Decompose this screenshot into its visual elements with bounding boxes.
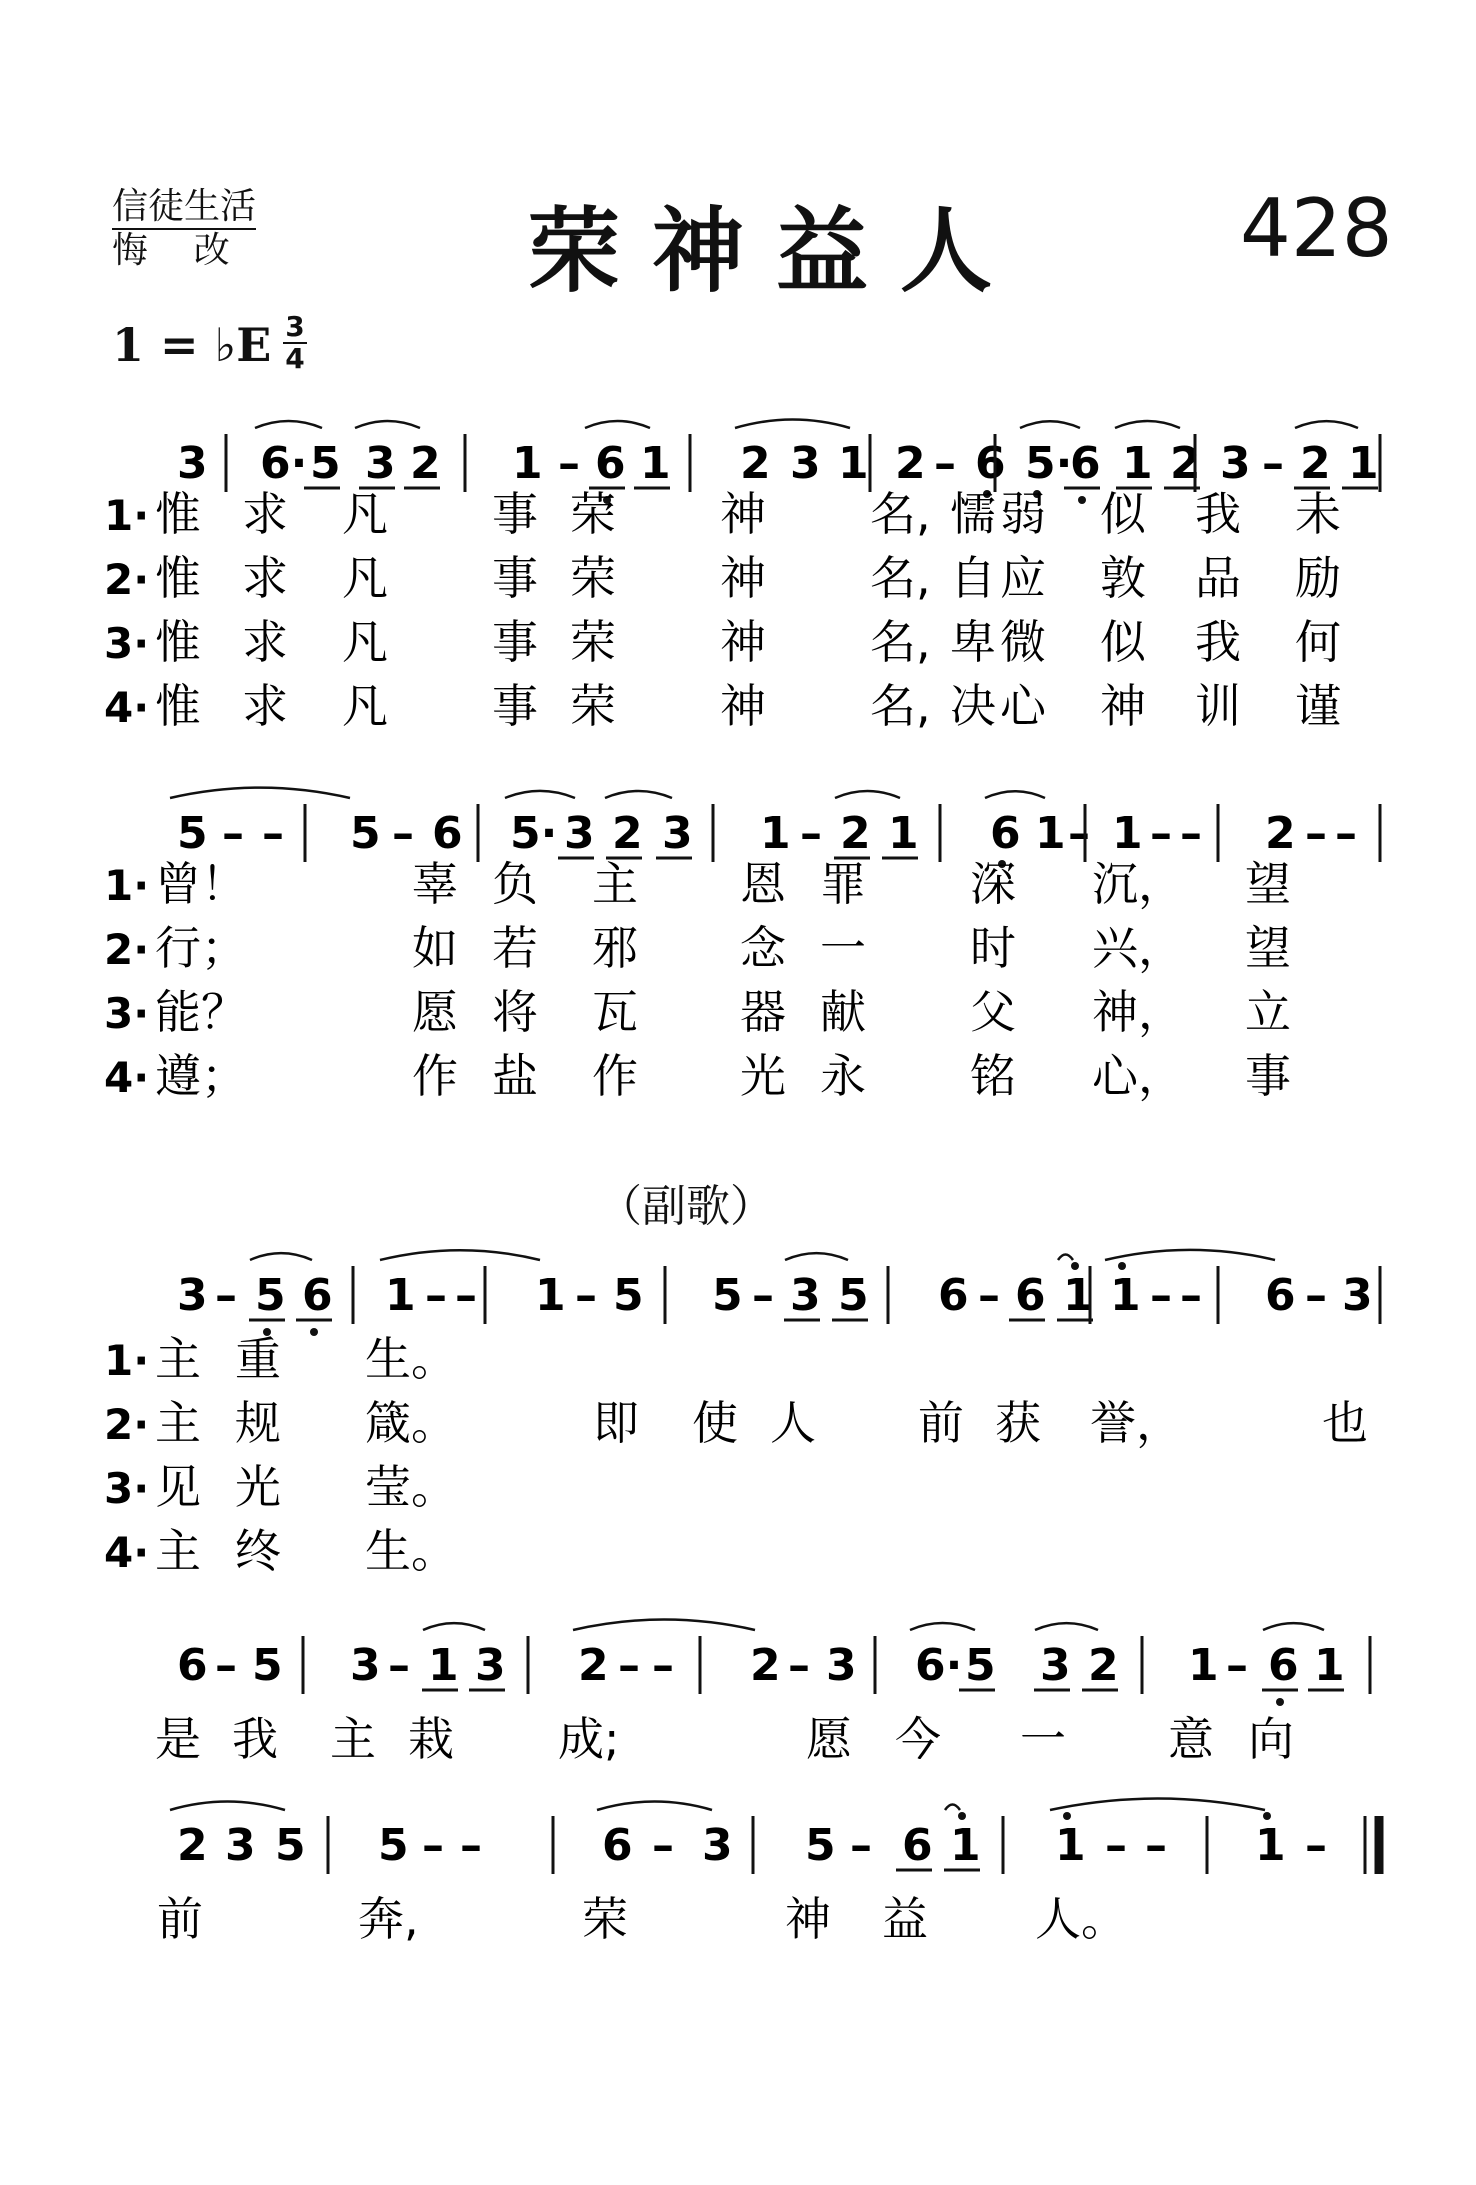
lyric-char: 望 <box>1245 857 1291 911</box>
song-title: 荣神益人 <box>528 198 1025 305</box>
slur <box>170 788 350 798</box>
lyric-char: 神 <box>720 679 766 733</box>
lyric-char: 使 <box>692 1396 738 1450</box>
chorus-label: （副歌） <box>598 1181 774 1232</box>
note-3-18: 1 <box>1063 1270 1094 1321</box>
lyric-char: 神， <box>1092 985 1184 1039</box>
lyric-char: 作 <box>592 1049 638 1103</box>
verse-number: 1· <box>104 1336 150 1385</box>
octave-dot-above <box>1118 1262 1126 1270</box>
verse-number: 1· <box>104 491 150 540</box>
slur <box>735 420 850 428</box>
note-1-13: 2 <box>895 438 926 489</box>
lyric-char: 重 <box>235 1332 281 1386</box>
lyric-char: 光 <box>740 1049 786 1103</box>
slur <box>1020 421 1080 428</box>
key-signature: 1 = ♭E <box>112 318 272 372</box>
lyric-char: 誉， <box>1090 1396 1182 1450</box>
note-1-10: 2 <box>740 438 771 489</box>
note-2-23: – <box>1335 808 1357 859</box>
lyric-char: 求 <box>242 679 288 733</box>
lyric-char: 心， <box>1092 1049 1184 1103</box>
note-1-17: 6 <box>1070 438 1101 489</box>
note-5-16: – <box>1145 1820 1167 1871</box>
lyric-char: 如 <box>412 921 458 975</box>
lyric-char: 辜 <box>412 857 458 911</box>
note-5-5: – <box>422 1820 444 1871</box>
note-1-6: 1 <box>512 438 543 489</box>
note-3-3: 5 <box>255 1270 286 1321</box>
note-3-20: – <box>1150 1270 1172 1321</box>
lyric-char: 求 <box>242 487 288 541</box>
note-5-15: – <box>1105 1820 1127 1871</box>
note-1-12: 1 <box>838 438 869 489</box>
lyric-char: 父 <box>970 985 1016 1039</box>
lyric-char: 心 <box>1000 679 1046 733</box>
slur <box>255 421 322 428</box>
lyric-char: 将 <box>492 985 538 1039</box>
note-5-8: – <box>652 1820 674 1871</box>
note-5-4: 5 <box>378 1820 409 1871</box>
note-2-21: 2 <box>1265 808 1296 859</box>
note-5-12: 6 <box>902 1820 933 1871</box>
slur <box>1263 1623 1324 1630</box>
note-5-18: – <box>1305 1820 1327 1871</box>
lyric-char: 我 <box>1195 615 1241 669</box>
lyric-char: 益 <box>882 1892 928 1946</box>
lyric-char: 主 <box>592 857 638 911</box>
note-3-4: 6 <box>302 1270 333 1321</box>
lyric-char: 行； <box>155 921 247 975</box>
note-3-11: 5 <box>712 1270 743 1321</box>
verse-number: 4· <box>104 1053 150 1102</box>
lyric-char: 凡 <box>342 615 388 669</box>
note-4-16: 3 <box>1040 1640 1071 1691</box>
note-2-16: 1 <box>1035 808 1066 859</box>
lyric-char: 品 <box>1195 551 1241 605</box>
note-1-23: 1 <box>1348 438 1379 489</box>
lyric-char: 应 <box>1000 551 1046 605</box>
lyric-char: 何 <box>1295 615 1341 669</box>
lyric-char: 名, <box>870 551 931 605</box>
lyric-char: 意 <box>1168 1712 1214 1766</box>
note-1-1: 3 <box>177 438 208 489</box>
note-2-8: 3 <box>564 808 595 859</box>
note-2-20: – <box>1180 808 1202 859</box>
note-2-4: 5 <box>350 808 381 859</box>
verse-number: 3· <box>104 989 150 1038</box>
octave-dot-below <box>1276 1698 1284 1706</box>
lyric-char: 荣 <box>570 487 616 541</box>
lyric-char: 念 <box>740 921 786 975</box>
note-4-17: 2 <box>1088 1640 1119 1691</box>
note-1-18: 1 <box>1122 438 1153 489</box>
note-3-24: 3 <box>1342 1270 1373 1321</box>
lyric-char: 望 <box>1245 921 1291 975</box>
credit-subtext: 悔 改 <box>112 230 230 271</box>
lyric-char: 惟 <box>155 551 201 605</box>
lyric-char: 即 <box>593 1396 639 1450</box>
lyric-char: 立 <box>1245 985 1291 1039</box>
verse-number: 4· <box>104 1528 150 1577</box>
note-2-11: 1 <box>760 808 791 859</box>
note-1-22: 2 <box>1300 438 1331 489</box>
time-signature-bottom: 4 <box>285 342 305 375</box>
note-5-1: 2 <box>177 1820 208 1871</box>
lyric-char: 神 <box>720 615 766 669</box>
note-5-13: 1 <box>950 1820 981 1871</box>
lyric-char: 神 <box>720 487 766 541</box>
lyric-char: 荣 <box>570 615 616 669</box>
note-4-11: 2 <box>750 1640 781 1691</box>
lyric-char: 事 <box>492 551 538 605</box>
slur <box>597 1802 712 1810</box>
note-2-17: – <box>1068 808 1090 859</box>
slur <box>505 791 575 798</box>
octave-dot-above <box>1063 1812 1071 1820</box>
octave-dot-below <box>1078 496 1086 504</box>
lyric-char: 负 <box>492 857 538 911</box>
lyric-char: 微 <box>1000 615 1046 669</box>
slur <box>380 1250 540 1260</box>
note-2-2: – <box>222 808 244 859</box>
lyric-char: 成; <box>558 1712 620 1766</box>
lyric-char: 瓦 <box>592 985 638 1039</box>
note-3-8: 1 <box>535 1270 566 1321</box>
lyric-char: 求 <box>242 615 288 669</box>
note-3-1: 3 <box>177 1270 208 1321</box>
note-2-1: 5 <box>177 808 208 859</box>
lyric-char: 向 <box>1248 1712 1294 1766</box>
note-4-8: 2 <box>578 1640 609 1691</box>
lyric-char: 事 <box>492 679 538 733</box>
note-3-21: – <box>1180 1270 1202 1321</box>
lyric-char: 荣 <box>570 679 616 733</box>
lyric-char: 卑 <box>950 615 996 669</box>
lyric-char: 遵； <box>155 1049 247 1103</box>
lyric-char: 名, <box>870 679 931 733</box>
lyric-char: 器 <box>740 985 786 1039</box>
lyric-char: 懦 <box>950 487 996 541</box>
note-3-10: 5 <box>613 1270 644 1321</box>
note-2-3: – <box>262 808 284 859</box>
lyric-char: 主 <box>155 1524 201 1578</box>
lyric-char: 凡 <box>342 551 388 605</box>
slur <box>1105 1250 1275 1260</box>
note-4-4: 3 <box>350 1640 381 1691</box>
note-4-5: – <box>388 1640 410 1691</box>
lyric-char: 深 <box>970 857 1016 911</box>
lyric-char: 一 <box>820 921 866 975</box>
lyric-char: 求 <box>242 551 288 605</box>
note-2-13: 2 <box>840 808 871 859</box>
lyric-char: 时 <box>970 921 1016 975</box>
note-4-15: 5 <box>965 1640 996 1691</box>
credit-text: 信徒生活 <box>112 186 256 230</box>
note-3-13: 3 <box>790 1270 821 1321</box>
verse-number: 1· <box>104 861 150 910</box>
slur <box>1295 421 1358 428</box>
lyric-char: 前 <box>918 1396 964 1450</box>
note-4-20: 6 <box>1268 1640 1299 1691</box>
lyric-char: 惟 <box>155 487 201 541</box>
lyric-char: 箴。 <box>365 1396 457 1450</box>
octave-dot-above <box>1263 1812 1271 1820</box>
lyric-char: 决 <box>950 679 996 733</box>
lyric-char: 励 <box>1295 551 1341 605</box>
note-3-16: – <box>978 1270 1000 1321</box>
lyric-char: 献 <box>820 985 866 1039</box>
lyric-char: 邪 <box>592 921 638 975</box>
note-3-23: – <box>1305 1270 1327 1321</box>
note-3-14: 5 <box>838 1270 869 1321</box>
note-3-6: – <box>425 1270 447 1321</box>
note-1-4: 3 <box>365 438 396 489</box>
note-1-16: 5· <box>1025 438 1073 489</box>
note-2-9: 2 <box>612 808 643 859</box>
slur <box>170 1802 285 1810</box>
note-3-12: – <box>752 1270 774 1321</box>
note-4-3: 5 <box>252 1640 283 1691</box>
verse-number: 3· <box>104 1464 150 1513</box>
lyric-char: 生。 <box>365 1332 457 1386</box>
slur <box>573 1620 755 1630</box>
lyric-char: 凡 <box>342 487 388 541</box>
lyric-char: 曾！ <box>155 857 247 911</box>
lyric-char: 罪 <box>820 857 866 911</box>
lyric-char: 凡 <box>342 679 388 733</box>
note-3-5: 1 <box>385 1270 416 1321</box>
lyric-char: 主 <box>155 1396 201 1450</box>
lyric-char: 永 <box>820 1049 866 1103</box>
lyric-char: 也 <box>1322 1396 1368 1450</box>
lyric-char: 我 <box>232 1712 278 1766</box>
note-4-12: – <box>788 1640 810 1691</box>
note-2-6: 6 <box>432 808 463 859</box>
lyric-char: 作 <box>412 1049 458 1103</box>
slur <box>355 421 420 428</box>
slur <box>985 791 1045 798</box>
slur <box>1035 1623 1098 1630</box>
lyric-char: 兴， <box>1092 921 1184 975</box>
note-1-5: 2 <box>410 438 441 489</box>
note-4-9: – <box>618 1640 640 1691</box>
note-2-10: 3 <box>662 808 693 859</box>
lyric-char: 神 <box>720 551 766 605</box>
lyric-char: 自 <box>950 551 996 605</box>
lyric-char: 光 <box>235 1460 281 1514</box>
slur <box>785 1253 848 1260</box>
slur <box>423 1623 485 1630</box>
note-2-19: – <box>1150 808 1172 859</box>
note-1-14: – <box>934 438 956 489</box>
lyric-char: 事 <box>492 487 538 541</box>
note-1-3: 5 <box>310 438 341 489</box>
slur <box>910 1623 975 1630</box>
note-3-15: 6 <box>938 1270 969 1321</box>
note-2-14: 1 <box>888 808 919 859</box>
lyric-char: 终 <box>235 1524 281 1578</box>
octave-dot-above <box>1071 1262 1079 1270</box>
note-4-1: 6 <box>177 1640 208 1691</box>
lyric-char: 见 <box>155 1460 201 1514</box>
verse-number: 2· <box>104 555 150 604</box>
lyric-char: 恩 <box>740 857 786 911</box>
note-1-19: 2 <box>1170 438 1201 489</box>
note-1-7: – <box>558 438 580 489</box>
lyric-char: 莹。 <box>365 1460 457 1514</box>
song-number: 428 <box>1240 182 1393 275</box>
slur <box>1115 421 1180 428</box>
lyric-char: 奔, <box>358 1892 419 1946</box>
note-4-2: – <box>215 1640 237 1691</box>
slur <box>1058 1255 1073 1260</box>
lyric-char: 前 <box>157 1892 203 1946</box>
note-4-13: 3 <box>826 1640 857 1691</box>
verse-number: 4· <box>104 683 150 732</box>
note-4-21: 1 <box>1314 1640 1345 1691</box>
lyric-char: 主 <box>155 1332 201 1386</box>
lyric-char: 谨 <box>1295 679 1341 733</box>
lyric-char: 神 <box>1100 679 1146 733</box>
lyric-char: 栽 <box>408 1712 454 1766</box>
lyric-char: 主 <box>330 1712 376 1766</box>
note-2-18: 1 <box>1112 808 1143 859</box>
verse-number: 2· <box>104 1400 150 1449</box>
lyric-char: 规 <box>235 1396 281 1450</box>
lyric-char: 我 <box>1195 487 1241 541</box>
lyric-char: 若 <box>492 921 538 975</box>
note-5-2: 3 <box>225 1820 256 1871</box>
slur <box>585 421 650 428</box>
lyric-char: 弱 <box>1000 487 1046 541</box>
note-2-7: 5· <box>510 808 558 859</box>
note-3-9: – <box>575 1270 597 1321</box>
note-4-7: 3 <box>475 1640 506 1691</box>
lyric-char: 愿 <box>806 1712 852 1766</box>
lyric-char: 人 <box>770 1396 816 1450</box>
slur <box>945 1805 960 1810</box>
note-1-2: 6· <box>260 438 308 489</box>
octave-dot-above <box>958 1812 966 1820</box>
note-3-19: 1 <box>1110 1270 1141 1321</box>
lyric-char: 名, <box>870 487 931 541</box>
note-3-17: 6 <box>1015 1270 1046 1321</box>
note-5-17: 1 <box>1255 1820 1286 1871</box>
note-1-11: 3 <box>790 438 821 489</box>
note-2-12: – <box>800 808 822 859</box>
lyric-char: 愿 <box>412 985 458 1039</box>
lyric-char: 获 <box>995 1396 1041 1450</box>
slur <box>1050 1799 1265 1810</box>
note-5-11: – <box>850 1820 872 1871</box>
note-1-15: 6 <box>975 438 1006 489</box>
lyric-char: 惟 <box>155 615 201 669</box>
lyric-char: 事 <box>1245 1049 1291 1103</box>
slur <box>835 791 900 798</box>
lyric-char: 惟 <box>155 679 201 733</box>
verse-number: 3· <box>104 619 150 668</box>
note-5-9: 3 <box>702 1820 733 1871</box>
note-2-15: 6 <box>990 808 1021 859</box>
lyric-char: 似 <box>1100 615 1146 669</box>
note-3-22: 6 <box>1265 1270 1296 1321</box>
note-1-9: 1 <box>640 438 671 489</box>
lyric-char: 训 <box>1195 679 1241 733</box>
note-1-8: 6 <box>595 438 626 489</box>
note-4-14: 6· <box>915 1640 963 1691</box>
lyric-char: 铭 <box>970 1049 1016 1103</box>
lyric-char: 神 <box>785 1892 831 1946</box>
lyric-char: 似 <box>1100 487 1146 541</box>
lyric-char: 名, <box>870 615 931 669</box>
note-4-10: – <box>652 1640 674 1691</box>
slur <box>605 791 672 798</box>
lyric-char: 事 <box>492 615 538 669</box>
note-5-6: – <box>460 1820 482 1871</box>
note-5-7: 6 <box>602 1820 633 1871</box>
note-3-2: – <box>215 1270 237 1321</box>
note-5-3: 5 <box>275 1820 306 1871</box>
note-3-7: – <box>455 1270 477 1321</box>
note-5-14: 1 <box>1055 1820 1086 1871</box>
lyric-char: 人。 <box>1035 1892 1127 1946</box>
octave-dot-below <box>310 1328 318 1336</box>
note-4-6: 1 <box>428 1640 459 1691</box>
slur <box>250 1253 312 1260</box>
lyric-char: 今 <box>895 1712 941 1766</box>
lyric-char: 生。 <box>365 1524 457 1578</box>
note-1-21: – <box>1262 438 1284 489</box>
lyric-char: 是 <box>155 1712 201 1766</box>
lyric-char: 一 <box>1020 1712 1066 1766</box>
lyric-char: 荣 <box>570 551 616 605</box>
note-1-20: 3 <box>1220 438 1251 489</box>
lyric-char: 沉， <box>1092 857 1184 911</box>
note-4-19: – <box>1226 1640 1248 1691</box>
lyric-char: 能？ <box>155 985 247 1039</box>
lyric-char: 盐 <box>492 1049 538 1103</box>
note-2-22: – <box>1305 808 1327 859</box>
time-signature-top: 3 <box>285 310 305 343</box>
lyric-char: 敦 <box>1100 551 1146 605</box>
note-2-5: – <box>392 808 414 859</box>
verse-number: 2· <box>104 925 150 974</box>
note-4-18: 1 <box>1188 1640 1219 1691</box>
lyric-char: 荣 <box>582 1892 628 1946</box>
lyric-char: 未 <box>1295 487 1341 541</box>
note-5-10: 5 <box>805 1820 836 1871</box>
